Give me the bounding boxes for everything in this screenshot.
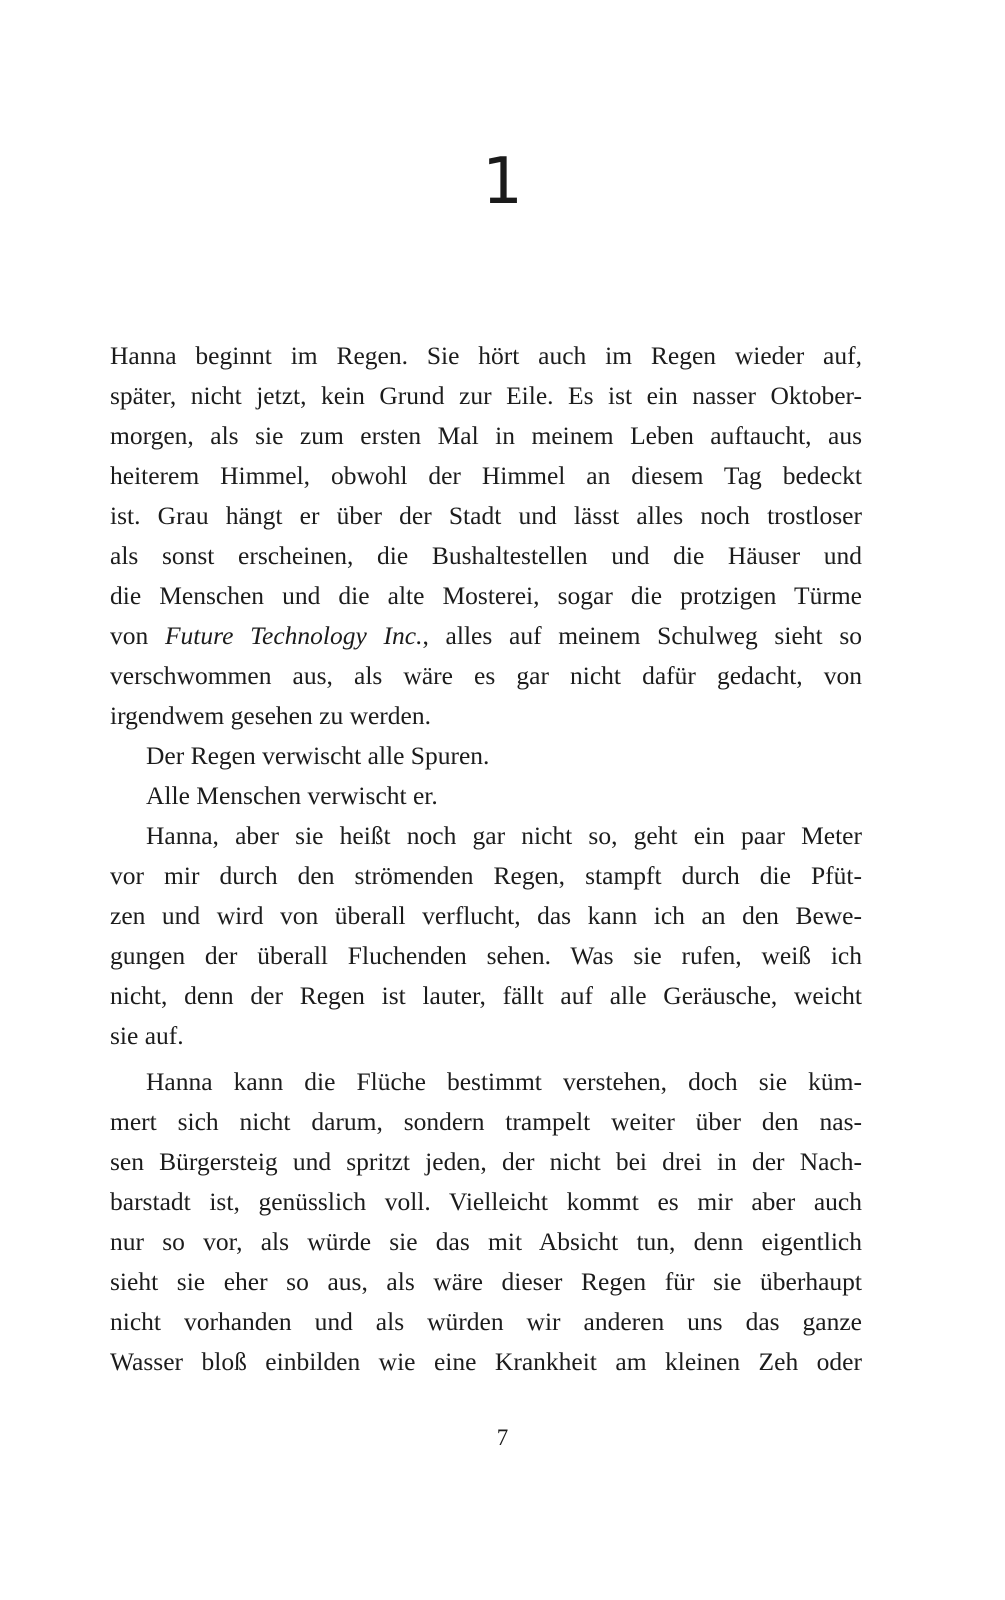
text-fragment: von (110, 621, 165, 650)
text-line: Hanna beginnt im Regen. Sie hört auch im Regen wieder auf, (110, 341, 862, 370)
text-line: später, nicht jetzt, kein Grund zur Eile. Es ist ein nasser Oktober- (110, 381, 862, 410)
text-line: verschwommen aus, als wäre es gar nicht dafür gedacht, von (110, 661, 862, 690)
text-line: zen und wird von überall verflucht, das kann ich an den Bewe- (110, 901, 862, 930)
text-line: Wasser bloß einbilden wie eine Krankheit am kleinen Zeh oder (110, 1347, 862, 1376)
text-line: nicht vorhanden und als würden wir anderen uns das ganze (110, 1307, 862, 1336)
text-line: sen Bürgersteig und spritzt jeden, der nicht bei drei in der Nach- (110, 1147, 862, 1176)
body-text (110, 336, 862, 1382)
text-line-with-italic (110, 616, 862, 656)
text-line: Hanna, aber sie heißt noch gar nicht so, geht ein paar Meter (146, 821, 862, 850)
text-line: gungen der überall Fluchenden sehen. Was sie rufen, weiß ich (110, 941, 862, 970)
text-line: Hanna kann die Flüche bestimmt verstehen, doch sie küm- (146, 1067, 862, 1096)
text-line: sieht sie eher so aus, als wäre dieser Regen für sie überhaupt (110, 1267, 862, 1296)
text-line: barstadt ist, genüsslich voll. Vielleicht kommt es mir aber auch (110, 1187, 862, 1216)
page-number: 7 (496, 1425, 509, 1450)
text-line: ist. Grau hängt er über der Stadt und lässt alles noch trostloser (110, 501, 862, 530)
text-line: nicht, denn der Regen ist lauter, fällt auf alle Geräusche, weicht (110, 981, 862, 1010)
text-line: heiterem Himmel, obwohl der Himmel an diesem Tag bedeckt (110, 461, 862, 490)
text-line: die Menschen und die alte Mosterei, sogar die protzigen Türme (110, 581, 862, 610)
text-line: vor mir durch den strömenden Regen, stampft durch die Pfüt- (110, 861, 862, 890)
text-line: mert sich nicht darum, sondern trampelt weiter über den nas- (110, 1107, 862, 1136)
chapter-number: 1 (482, 145, 523, 219)
text-fragment: , alles auf meinem Schulweg sieht so (422, 621, 862, 650)
text-line: Der Regen verwischt alle Spuren. (146, 741, 490, 770)
text-line: nur so vor, als würde sie das mit Absicht tun, denn eigentlich (110, 1227, 862, 1256)
company-name: Future Technology Inc. (164, 621, 423, 650)
text-line: sie auf. (110, 1021, 184, 1050)
text-line: irgendwem gesehen zu werden. (110, 701, 431, 730)
text-line: morgen, als sie zum ersten Mal in meinem Leben auftaucht, aus (110, 421, 862, 450)
text-line: als sonst erscheinen, die Bushaltestellen und die Häuser und (110, 541, 862, 570)
text-line: Alle Menschen verwischt er. (146, 781, 438, 810)
